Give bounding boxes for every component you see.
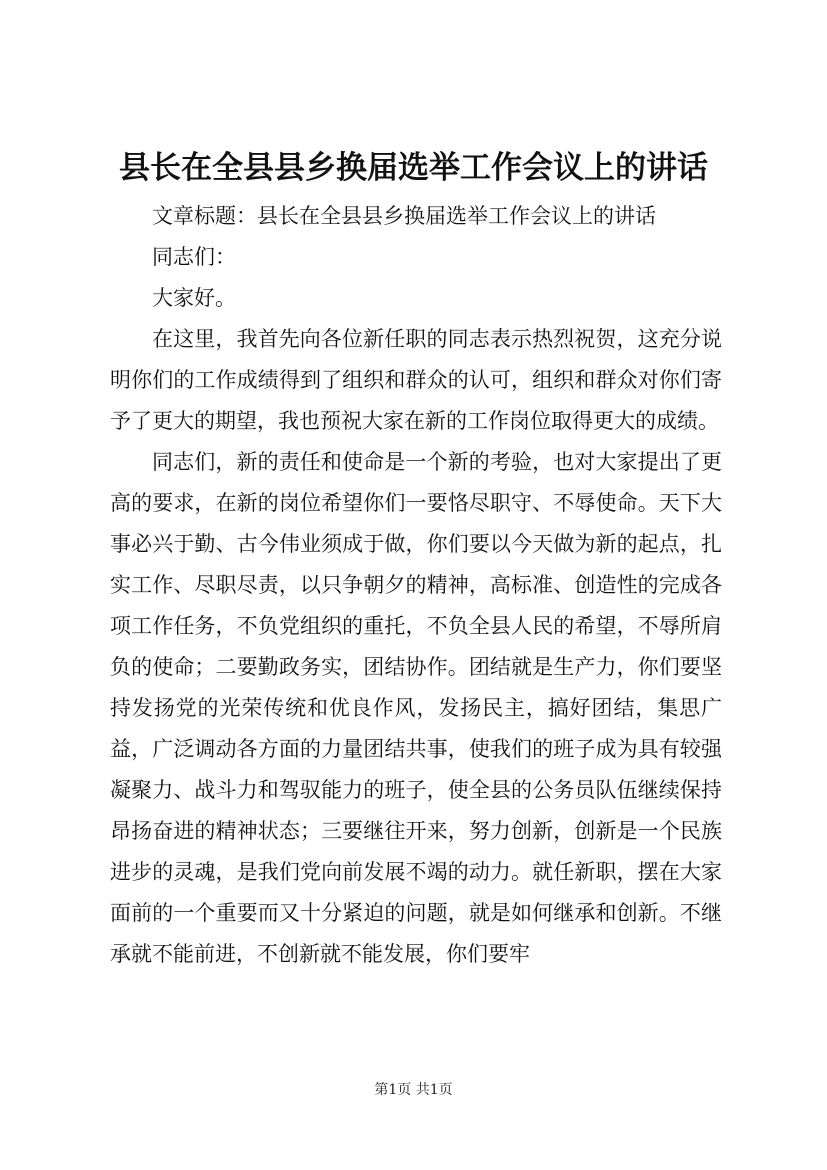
page-number-footer: 第1页 共1页 [374,1082,453,1098]
document-title: 县长在全县县乡换届选举工作会议上的讲话 [119,150,708,186]
paragraph-requirements: 同志们，新的责任和使命是一个新的考验，也对大家提出了更高的要求，在新的岗位希望你们一要恪尽职守、不辱使命。天下大事必兴于勤、古今伟业须成于做，你们要以今天做为新的起点，扎实工作、尽职尽责，以只争朝夕的精神，高标准、创造性的完成各项工作任务，不负党组织的重托，不负全县人民的希望，不辱所肩负的使命；二要勤政务实，团结协作。团结就是生产力，你们要坚持发扬党的光荣传统和优良作风，发扬民主，搞好团结，集思广益，广泛调动各方面的力量团结共事，使我们的班子成为具有较强凝聚力、战斗力和驾驭能力的班子，使全县的公务员队伍继续保持昂扬奋进的精神状态；三要继往开来，努力创新，创新是一个民族进步的灵魂，是我们党向前发展不竭的动力。就任新职，摆在大家面前的一个重要而又十分紧迫的问题，就是如何继承和创新。不继承就不能前进，不创新就不能发展，你们要牢 [110,450,722,966]
document-body [110,196,722,975]
paragraph-congratulation: 在这里，我首先向各位新任职的同志表示热烈祝贺，这充分说明你们的工作成绩得到了组织和群众的认可，组织和群众对你们寄予了更大的期望，我也预祝大家在新的工作岗位取得更大的成绩。 [110,327,722,433]
paragraph-greeting: 大家好。 [152,286,236,310]
paragraph-article-title: 文章标题：县长在全县县乡换届选举工作会议上的讲话 [152,204,656,228]
paragraph-salutation: 同志们： [152,245,236,269]
